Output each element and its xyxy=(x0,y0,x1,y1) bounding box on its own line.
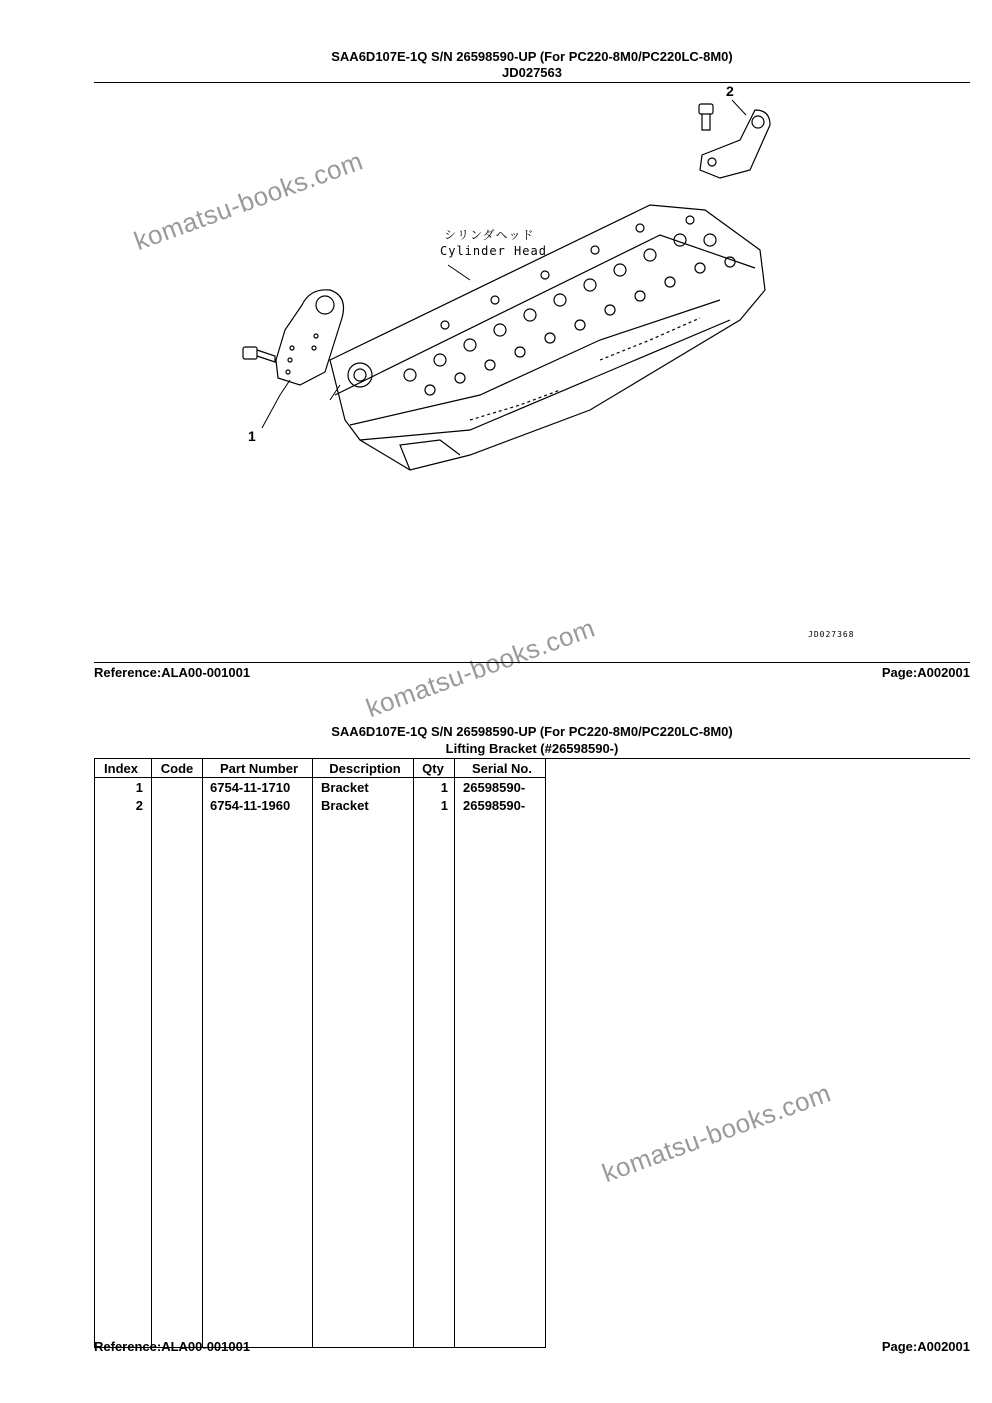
cell-part-number: 6754-11-1960 xyxy=(203,796,313,814)
parts-table xyxy=(94,758,546,1348)
cylinder-head-label-jp: シリンダヘッド xyxy=(444,228,535,242)
cell-index: 2 xyxy=(95,796,152,814)
column-header-part-number: Part Number xyxy=(203,759,313,778)
cell-description: Bracket xyxy=(313,778,414,797)
cell-description: Bracket xyxy=(313,796,414,814)
parts-page-subtitle: Lifting Bracket (#26598590-) xyxy=(445,741,619,756)
column-header-serial: Serial No. xyxy=(455,759,546,778)
cell-index: 1 xyxy=(95,778,152,797)
column-header-qty: Qty xyxy=(414,759,455,778)
table-filler-row xyxy=(95,814,546,1348)
cylinder-head-outline xyxy=(330,205,765,470)
footer-rule xyxy=(94,662,970,663)
cell-code xyxy=(152,796,203,814)
cell-serial: 26598590- xyxy=(455,796,546,814)
column-header-description: Description xyxy=(313,759,414,778)
parts-footer-reference: Reference:ALA00-001001 xyxy=(94,1339,251,1354)
column-header-index: Index xyxy=(95,759,152,778)
cylinder-head-label-en: Cylinder Head xyxy=(440,244,547,258)
table-row xyxy=(95,778,546,797)
watermark: komatsu-books.com xyxy=(130,145,367,257)
footer-page: Page:A002001 xyxy=(881,665,970,680)
figure-page-subtitle: JD027563 xyxy=(502,65,562,80)
table-header-row xyxy=(95,759,546,778)
bolt-2 xyxy=(699,104,713,130)
watermark: komatsu-books.com xyxy=(598,1077,835,1189)
watermark: komatsu-books.com xyxy=(362,612,599,724)
cell-code xyxy=(152,778,203,797)
parts-footer-page: Page:A002001 xyxy=(881,1339,970,1354)
cell-serial: 26598590- xyxy=(455,778,546,797)
table-row xyxy=(95,796,546,814)
cell-qty: 1 xyxy=(414,778,455,797)
figure-page-title: SAA6D107E-1Q S/N 26598590-UP (For PC220-8M0/PC220LC-8M0) xyxy=(331,49,733,64)
footer-reference: Reference:ALA00-001001 xyxy=(94,665,251,680)
cell-part-number: 6754-11-1710 xyxy=(203,778,313,797)
valve-bosses xyxy=(348,216,735,395)
column-header-code: Code xyxy=(152,759,203,778)
figure-id: JD027368 xyxy=(808,630,855,639)
callout-2: 2 xyxy=(726,83,734,99)
cylinder-head-illustration xyxy=(0,0,992,660)
callout-1: 1 xyxy=(248,428,256,444)
parts-page-title: SAA6D107E-1Q S/N 26598590-UP (For PC220-8M0/PC220LC-8M0) xyxy=(331,724,733,739)
bolt-1 xyxy=(243,347,275,362)
cell-qty: 1 xyxy=(414,796,455,814)
